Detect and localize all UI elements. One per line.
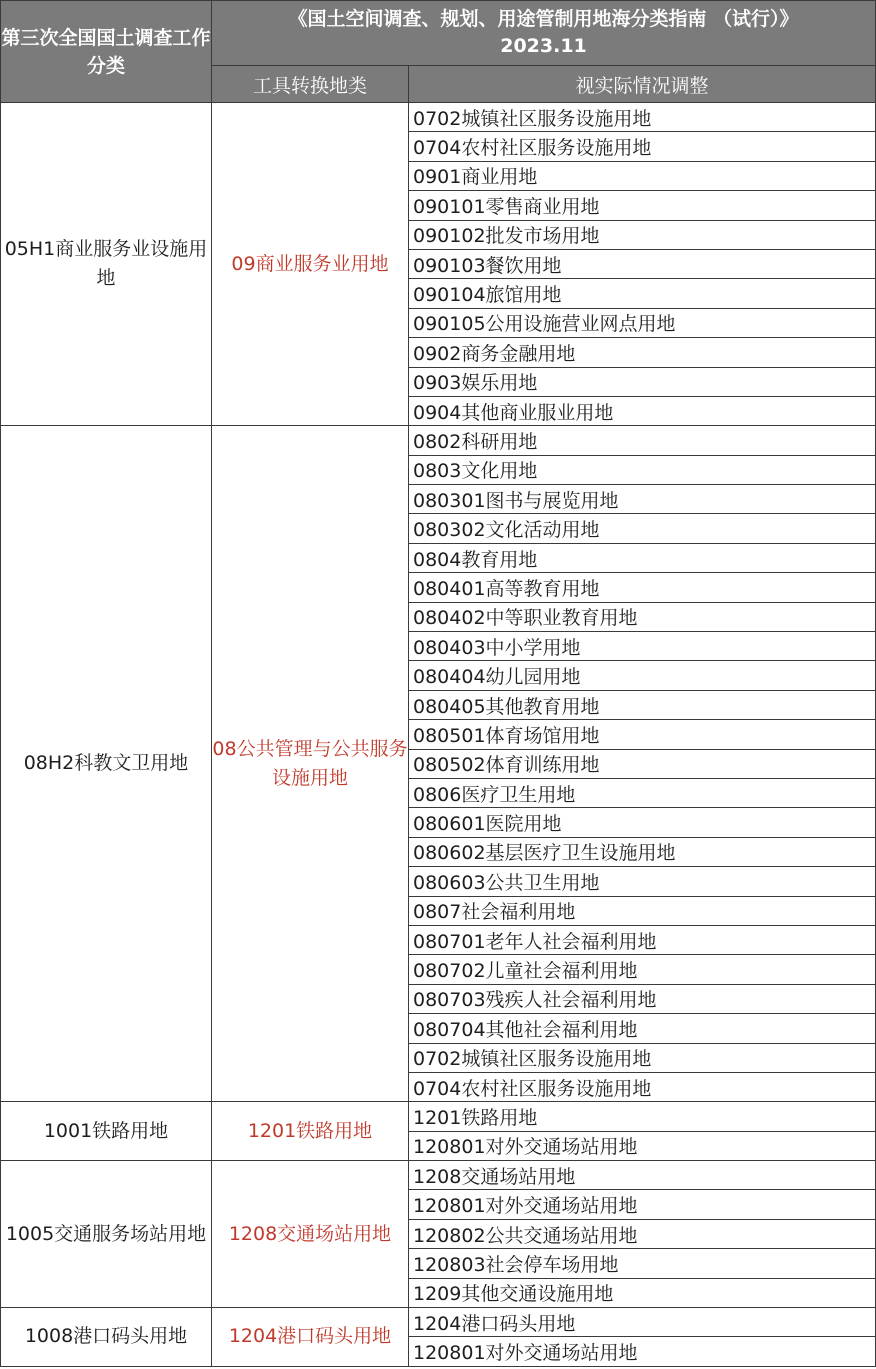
adjustable-class-cell: 080703残疾人社会福利用地 [409,984,876,1013]
adjustable-class-cell: 080601医院用地 [409,808,876,837]
adjustable-class-cell: 0807社会福利用地 [409,896,876,925]
source-class-cell: 1005交通服务场站用地 [1,1161,212,1308]
header-guide-title [212,1,876,66]
adjustable-class-cell: 080502体育训练用地 [409,749,876,778]
source-class-cell: 1008港口码头用地 [1,1308,212,1367]
tool-converted-class-cell: 1201铁路用地 [212,1102,409,1161]
header-guide-title-line1: 《国土空间调查、规划、用途管制用地海分类指南 （试行）》 [288,8,799,30]
adjustable-class-cell: 080603公共卫生用地 [409,867,876,896]
adjustable-class-cell: 1201铁路用地 [409,1102,876,1131]
adjustable-class-cell: 090101零售商业用地 [409,191,876,220]
adjustable-class-cell: 080704其他社会福利用地 [409,1014,876,1043]
adjustable-class-cell: 0702城镇社区服务设施用地 [409,103,876,132]
table-row [1,1161,876,1190]
adjustable-class-cell: 080701老年人社会福利用地 [409,925,876,954]
adjustable-class-cell: 120801对外交通场站用地 [409,1190,876,1219]
adjustable-class-cell: 080402中等职业教育用地 [409,602,876,631]
adjustable-class-cell: 080404幼儿园用地 [409,661,876,690]
source-class-cell: 1001铁路用地 [1,1102,212,1161]
table-row [1,426,876,455]
adjustable-class-cell: 0902商务金融用地 [409,338,876,367]
adjustable-class-cell: 090105公用设施营业网点用地 [409,308,876,337]
header-source-classification: 第三次全国国土调查工作分类 [1,1,212,103]
adjustable-class-cell: 080501体育场馆用地 [409,720,876,749]
adjustable-class-cell: 0806医疗卫生用地 [409,778,876,807]
header-guide-date: 2023.11 [500,35,587,57]
adjustable-class-cell: 0903娱乐用地 [409,367,876,396]
adjustable-class-cell: 120801对外交通场站用地 [409,1337,876,1366]
header-row-1 [1,1,876,66]
adjustable-class-cell: 120801对外交通场站用地 [409,1131,876,1160]
adjustable-class-cell: 1208交通场站用地 [409,1161,876,1190]
source-class-cell: 05H1商业服务业设施用地 [1,103,212,426]
table-row [1,1308,876,1337]
adjustable-class-cell: 120802公共交通场站用地 [409,1219,876,1248]
adjustable-class-cell: 0802科研用地 [409,426,876,455]
adjustable-class-cell: 090102批发市场用地 [409,220,876,249]
tool-converted-class-cell: 08公共管理与公共服务设施用地 [212,426,409,1102]
adjustable-class-cell: 080702儿童社会福利用地 [409,955,876,984]
adjustable-class-cell: 080401高等教育用地 [409,573,876,602]
tool-converted-class-cell: 1204港口码头用地 [212,1308,409,1367]
adjustable-class-cell: 0904其他商业服业用地 [409,396,876,425]
table-body [1,1,876,1367]
table-row [1,1102,876,1131]
adjustable-class-cell: 080403中小学用地 [409,632,876,661]
adjustable-class-cell: 1204港口码头用地 [409,1308,876,1337]
adjustable-class-cell: 1209其他交通设施用地 [409,1278,876,1307]
source-class-cell: 08H2科教文卫用地 [1,426,212,1102]
adjustable-class-cell: 0901商业用地 [409,161,876,190]
adjustable-class-cell: 090103餐饮用地 [409,249,876,278]
table-row [1,103,876,132]
adjustable-class-cell: 0804教育用地 [409,543,876,572]
adjustable-class-cell: 0704农村社区服务设施用地 [409,132,876,161]
adjustable-class-cell: 080602基层医疗卫生设施用地 [409,837,876,866]
adjustable-class-cell: 080405其他教育用地 [409,690,876,719]
tool-converted-class-cell: 09商业服务业用地 [212,103,409,426]
header-tool-converted-class: 工具转换地类 [212,66,409,103]
adjustable-class-cell: 080302文化活动用地 [409,514,876,543]
adjustable-class-cell: 120803社会停车场用地 [409,1249,876,1278]
adjustable-class-cell: 0803文化用地 [409,455,876,484]
adjustable-class-cell: 0704农村社区服务设施用地 [409,1072,876,1101]
tool-converted-class-cell: 1208交通场站用地 [212,1161,409,1308]
adjustable-class-cell: 0702城镇社区服务设施用地 [409,1043,876,1072]
adjustable-class-cell: 090104旅馆用地 [409,279,876,308]
header-adjust-by-situation: 视实际情况调整 [409,66,876,103]
adjustable-class-cell: 080301图书与展览用地 [409,485,876,514]
